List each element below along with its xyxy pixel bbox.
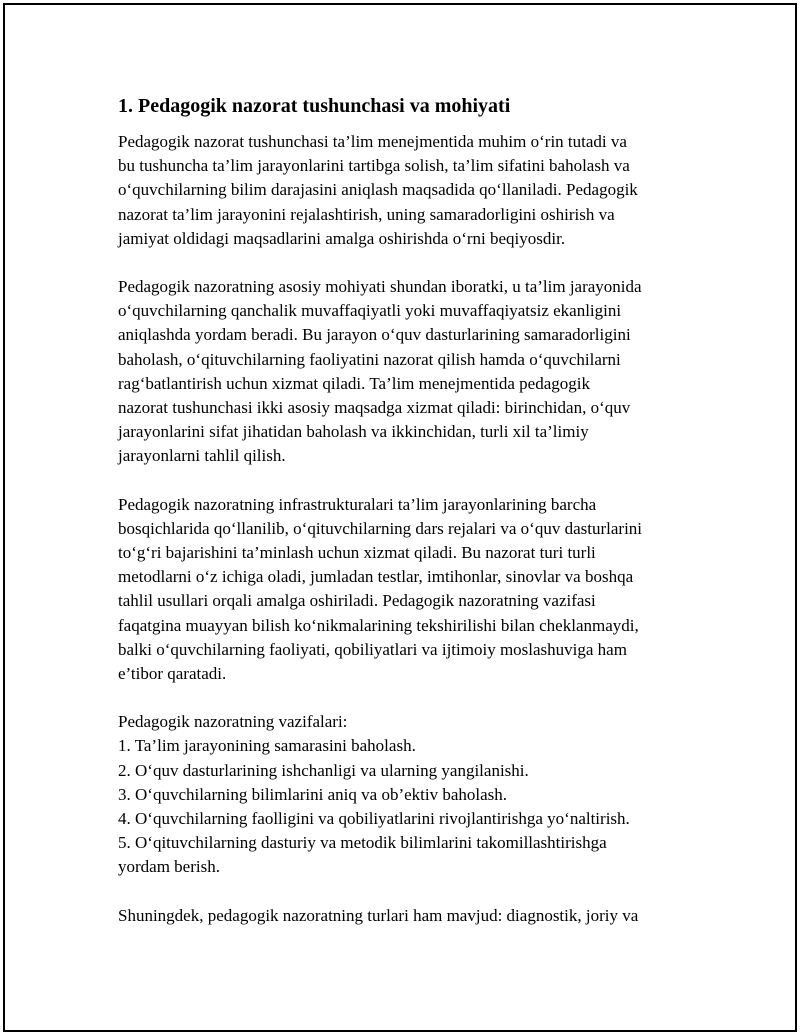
- closing-paragraph: [118, 904, 708, 928]
- tasks-intro: Pedagogik nazoratning vazifalari:: [118, 712, 348, 732]
- list-item: yordam berish.: [118, 857, 220, 877]
- paragraph-line: jarayonlarini sifat jihatidan baholash va ikkinchidan, turli xil ta’limiy: [118, 422, 589, 442]
- paragraph-1: [118, 130, 708, 251]
- paragraph-line: balki o‘quvchilarning faoliyati, qobiliyatlari va ijtimoiy moslashuviga ham: [118, 639, 627, 659]
- paragraph-line: Pedagogik nazoratning infrastrukturalari ta’lim jarayonlarining barcha: [118, 494, 597, 514]
- list-item: 2. O‘quv dasturlarining ishchanligi va ularning yangilanishi.: [118, 760, 529, 780]
- paragraph-3: [118, 493, 708, 687]
- paragraph-line: metodlarni o‘z ichiga oladi, jumladan testlar, imtihonlar, sinovlar va boshqa: [118, 567, 634, 587]
- paragraph-line: faqatgina muayyan bilish ko‘nikmalarining tekshirilishi bilan cheklanmaydi,: [118, 615, 639, 635]
- tasks-list: [118, 734, 708, 879]
- paragraph-line: Pedagogik nazorat tushunchasi ta’lim menejmentida muhim o‘rin tutadi va: [118, 132, 627, 151]
- paragraph-line: bu tushuncha ta’lim jarayonlarini tartibga solish, ta’lim sifatini baholash va: [118, 156, 630, 176]
- paragraph-line: e’tibor qaratadi.: [118, 664, 227, 684]
- paragraph-line: to‘g‘ri bajarishini ta’minlash uchun xizmat qiladi. Bu nazorat turi turli: [118, 543, 596, 563]
- paragraph-line: nazorat tushunchasi ikki asosiy maqsadga xizmat qiladi: birinchidan, o‘quv: [118, 398, 631, 418]
- paragraph-line: rag‘batlantirish uchun xizmat qiladi. Ta’lim menejmentida pedagogik: [118, 373, 590, 393]
- paragraph-line: o‘quvchilarning bilim darajasini aniqlash maqsadida qo‘llaniladi. Pedagogik: [118, 180, 638, 200]
- paragraph-line: baholash, o‘qituvchilarning faoliyatini nazorat qilish hamda o‘quvchilarni: [118, 349, 621, 369]
- paragraph-line: jamiyat oldidagi maqsadlarini amalga oshirishda o‘rni beqiyosdir.: [118, 228, 566, 248]
- paragraph-line: o‘quvchilarning qanchalik muvaffaqiyatli yoki muvaffaqiyatsiz ekanligini: [118, 301, 622, 321]
- paragraph-line: Shuningdek, pedagogik nazoratning turlari ham mavjud: diagnostik, joriy va: [118, 905, 639, 925]
- list-item: 1. Ta’lim jarayonining samarasini baholash.: [118, 736, 416, 756]
- paragraph-line: aniqlashda yordam beradi. Bu jarayon o‘quv dasturlarining samaradorligini: [118, 325, 631, 345]
- list-item: 5. O‘qituvchilarning dasturiy va metodik bilimlarini takomillashtirishga: [118, 833, 607, 853]
- paragraph-line: Pedagogik nazoratning asosiy mohiyati shundan iboratki, u ta’lim jarayonida: [118, 277, 642, 297]
- paragraph-line: nazorat ta’lim jarayonini rejalashtirish, uning samaradorligini oshirish va: [118, 204, 615, 224]
- paragraph-line: jarayonlarni tahlil qilish.: [118, 446, 286, 466]
- paragraph-line: bosqichlarida qo‘llanilib, o‘qituvchilarning dars rejalari va o‘quv dasturlarini: [118, 518, 643, 538]
- list-item: 4. O‘quvchilarning faolligini va qobiliyatlarini rivojlantirishga yo‘naltirish.: [118, 809, 630, 829]
- paragraph-line: tahlil usullari orqali amalga oshiriladi. Pedagogik nazoratning vazifasi: [118, 591, 596, 611]
- section-heading: 1. Pedagogik nazorat tushunchasi va mohiyati: [118, 95, 511, 117]
- list-item: 3. O‘quvchilarning bilimlarini aniq va ob’ektiv baholash.: [118, 784, 508, 804]
- document-body: [118, 92, 708, 952]
- paragraph-2: [118, 275, 708, 469]
